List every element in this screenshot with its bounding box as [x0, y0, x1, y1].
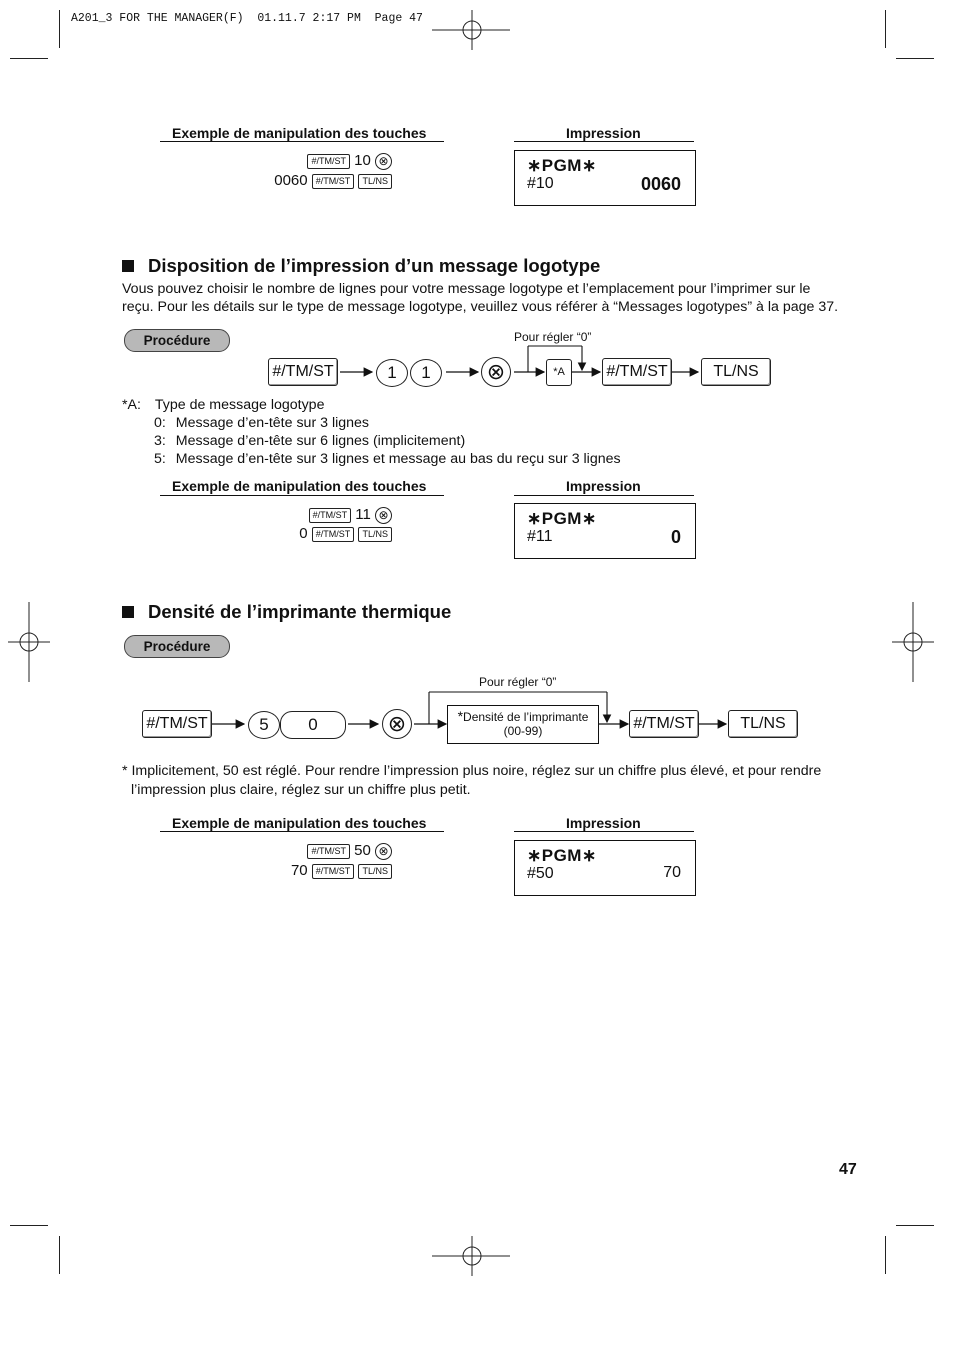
- receipt-value: 0: [670, 527, 681, 547]
- tmst-key: #/TM/ST: [312, 174, 355, 189]
- tmst-key[interactable]: #/TM/ST: [142, 710, 212, 738]
- key-sequence-line: [274, 172, 392, 189]
- option-code: 0:: [154, 415, 166, 431]
- receipt-code: #50: [527, 865, 554, 882]
- tlns-key: TL/NS: [358, 527, 392, 542]
- tmst-key: #/TM/ST: [312, 864, 355, 879]
- digit-1-key[interactable]: 1: [376, 359, 408, 387]
- code-value: 11: [355, 506, 371, 523]
- option-item: [154, 433, 465, 451]
- section-title: [122, 255, 600, 277]
- crop-mark: [885, 10, 886, 48]
- option-text: Message d’en-tête sur 3 lignes: [175, 415, 370, 431]
- key-sequence-line: [307, 842, 392, 860]
- impression-header: Impression: [566, 815, 641, 831]
- print-slug: A201_3 FOR THE MANAGER(F) 01.11.7 2:17 PM Page 47: [71, 12, 423, 25]
- digit-5-key[interactable]: 5: [248, 711, 280, 739]
- divider: [160, 495, 444, 496]
- paragraph-line: l’impression plus claire, réglez sur un chiffre plus petit.: [131, 782, 471, 798]
- tmst-key: #/TM/ST: [309, 508, 352, 523]
- reset-zero-label: Pour régler “0”: [479, 675, 557, 689]
- section-title-text: Densité de l’imprimante thermique: [148, 601, 452, 622]
- receipt-printout: [514, 150, 696, 206]
- density-range: (00-99): [503, 724, 543, 738]
- bullet-square-icon: [122, 260, 134, 272]
- note-title: Type de message logotype: [154, 397, 325, 413]
- receipt-pgm: ∗PGM∗: [527, 509, 597, 528]
- multiply-key[interactable]: ⊗: [481, 357, 511, 387]
- key-sequence-line: [309, 506, 392, 524]
- receipt-code: #10: [527, 175, 554, 192]
- multiply-key: ⊗: [375, 843, 392, 860]
- option-item: [154, 451, 621, 469]
- receipt-pgm: ∗PGM∗: [527, 156, 597, 175]
- note-heading: [122, 397, 324, 415]
- density-value-box: [447, 705, 599, 744]
- entry-value: 0: [299, 525, 308, 542]
- divider: [514, 141, 694, 142]
- asterisk: *: [457, 708, 464, 724]
- tmst-key[interactable]: #/TM/ST: [602, 358, 672, 386]
- density-label: Densité de l’imprimante: [463, 710, 589, 724]
- paragraph-line: Vous pouvez choisir le nombre de lignes pour votre message logotype et l’emplacement pour l’imprimer sur le: [122, 281, 811, 297]
- option-text: Message d’en-tête sur 3 lignes et message au bas du reçu sur 3 lignes: [175, 451, 621, 467]
- digit-1-key[interactable]: 1: [410, 359, 442, 387]
- registration-mark-right: [892, 602, 934, 682]
- impression-header: Impression: [566, 125, 641, 141]
- tlns-key[interactable]: TL/NS: [701, 358, 771, 386]
- digit-0-key[interactable]: 0: [280, 711, 346, 739]
- divider: [160, 831, 444, 832]
- divider: [160, 141, 444, 142]
- crop-mark: [10, 1225, 48, 1226]
- tlns-key: TL/NS: [358, 864, 392, 879]
- tlns-key[interactable]: TL/NS: [728, 710, 798, 738]
- receipt-value: 70: [663, 864, 681, 881]
- tmst-key: #/TM/ST: [307, 844, 350, 859]
- paragraph-line: reçu. Pour les détails sur le type de message logotype, veuillez vous référer à “Messages logotypes” à la page 37.: [122, 299, 839, 315]
- receipt-printout: [514, 840, 696, 896]
- registration-mark-top: [432, 10, 512, 50]
- option-text: Message d’en-tête sur 6 lignes (implicitement): [175, 433, 466, 449]
- procedure-badge: Procédure: [124, 329, 230, 352]
- example-header: Exemple de manipulation des touches: [172, 125, 427, 141]
- multiply-key[interactable]: ⊗: [382, 709, 412, 739]
- option-item: [154, 415, 369, 433]
- section-title: [122, 601, 451, 623]
- option-code: 3:: [154, 433, 166, 449]
- receipt-printout: [514, 503, 696, 559]
- multiply-key: ⊗: [375, 153, 392, 170]
- example-header: Exemple de manipulation des touches: [172, 815, 427, 831]
- tmst-key: #/TM/ST: [312, 527, 355, 542]
- note-prefix: *A:: [122, 397, 141, 413]
- crop-mark: [59, 10, 60, 48]
- procedure-badge: Procédure: [124, 635, 230, 658]
- crop-mark: [59, 1236, 60, 1274]
- crop-mark: [885, 1236, 886, 1274]
- code-value: 50: [354, 842, 371, 859]
- paragraph-line: * Implicitement, 50 est réglé. Pour rendre l’impression plus noire, réglez sur un chiffre plus élevé, et pour rendre: [122, 763, 822, 779]
- tmst-key[interactable]: #/TM/ST: [629, 710, 699, 738]
- key-sequence-line: [299, 525, 392, 542]
- registration-mark-bottom: [432, 1236, 512, 1276]
- bullet-square-icon: [122, 606, 134, 618]
- receipt-code: #11: [527, 528, 553, 545]
- entry-value: 70: [290, 862, 308, 879]
- crop-mark: [10, 58, 48, 59]
- crop-mark: [896, 58, 934, 59]
- example-header: Exemple de manipulation des touches: [172, 478, 427, 494]
- tlns-key: TL/NS: [358, 174, 392, 189]
- section-title-text: Disposition de l’impression d’un message logotype: [148, 255, 601, 276]
- page-number: 47: [839, 1161, 857, 1178]
- tmst-key: #/TM/ST: [307, 154, 350, 169]
- tmst-key[interactable]: #/TM/ST: [268, 358, 338, 386]
- code-value: 10: [354, 152, 371, 169]
- registration-mark-left: [8, 602, 50, 682]
- receipt-value: 0060: [640, 174, 681, 194]
- crop-mark: [896, 1225, 934, 1226]
- divider: [514, 495, 694, 496]
- divider: [514, 831, 694, 832]
- key-sequence-line: [307, 152, 392, 170]
- option-code: 5:: [154, 451, 166, 467]
- receipt-pgm: ∗PGM∗: [527, 846, 597, 865]
- reset-zero-label: Pour régler “0”: [514, 330, 592, 344]
- entry-value: 0060: [274, 172, 308, 189]
- value-a-box: *A: [546, 359, 572, 386]
- key-sequence-line: [291, 862, 392, 879]
- impression-header: Impression: [566, 478, 641, 494]
- multiply-key: ⊗: [375, 507, 392, 524]
